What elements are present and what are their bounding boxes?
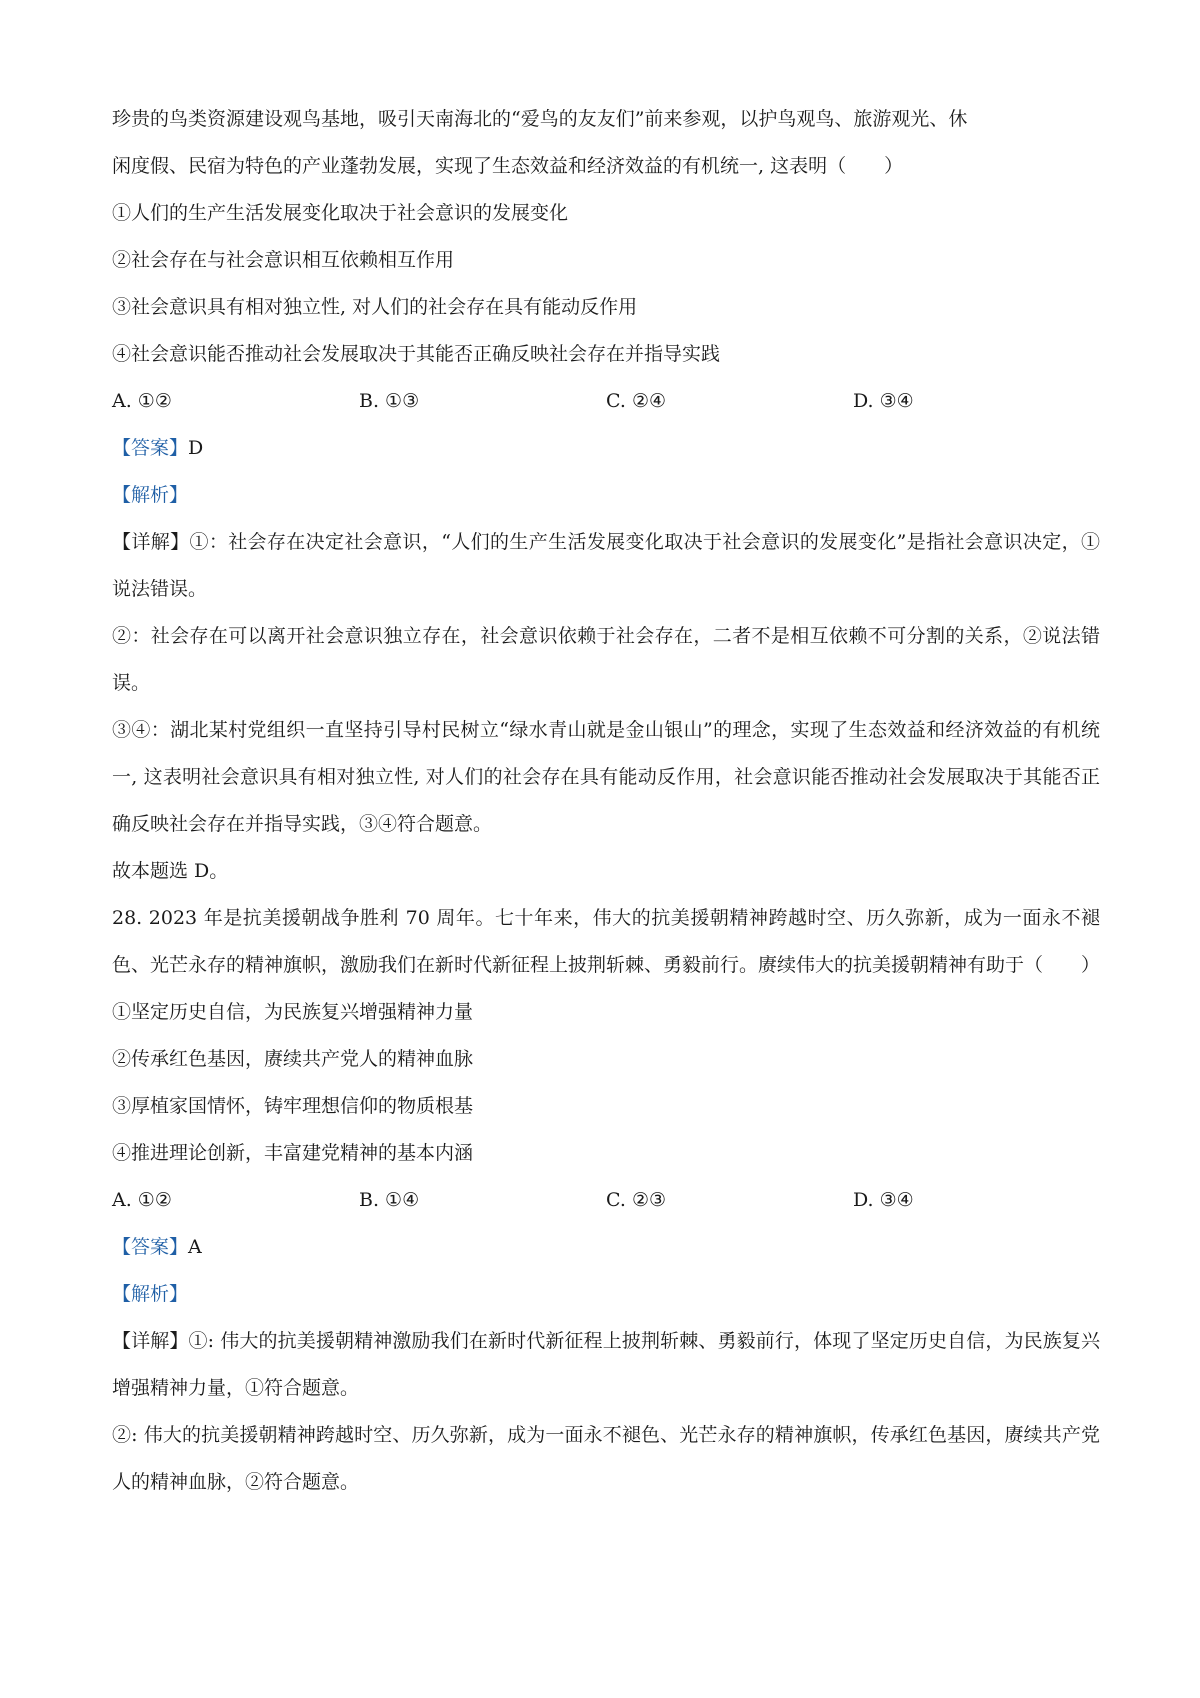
q27-item-3: ③社会意识具有相对独立性, 对人们的社会存在具有能动反作用 [112, 296, 638, 318]
q28-item-2: ②传承红色基因，赓续共产党人的精神血脉 [112, 1048, 474, 1070]
q27-answer [112, 425, 1100, 472]
q28-item-3: ③厚植家国情怀，铸牢理想信仰的物质根基 [112, 1095, 474, 1117]
q28-options [112, 1177, 1100, 1224]
q27-detail-3: ③④：湖北某村党组织一直坚持引导村民树立“绿水青山就是金山银山”的理念，实现了生态效益和经济效益的有机统一, 这表明社会意识具有相对独立性, 对人们的社会存在具有能动反作用，社会意识能否推动社会发展取决于其能否正确反映社会存在并指导实践，③④符合题意。 [112, 719, 1100, 835]
question-28 [112, 895, 1100, 1506]
q28-option-a: A. ①② [112, 1189, 172, 1211]
q27-option-a: A. ①② [112, 390, 172, 412]
q28-detail-2: ②: 伟大的抗美援朝精神跨越时空、历久弥新，成为一面永不褪色、光芒永存的精神旗帜，传承红色基因，赓续共产党人的精神血脉，②符合题意。 [112, 1424, 1100, 1493]
q27-detail-label: 【详解】 [112, 531, 190, 553]
q27-conclusion: 故本题选 D。 [112, 860, 229, 882]
q27-option-d: D. ③④ [853, 390, 914, 412]
q27-detail-1 [112, 519, 1100, 613]
q28-answer-label: 【答案】 [112, 1236, 189, 1258]
q28-detail-1-text: ①: 伟大的抗美援朝精神激励我们在新时代新征程上披荆斩棘、勇毅前行，体现了坚定历史自信，为民族复兴增强精神力量，①符合题意。 [112, 1330, 1100, 1399]
q27-stem-line-2: 闲度假、民宿为特色的产业蓬勃发展，实现了生态效益和经济效益的有机统一, 这表明（ ） [112, 155, 904, 177]
q27-item-4: ④社会意识能否推动社会发展取决于其能否正确反映社会存在并指导实践 [112, 343, 721, 365]
q27-detail-2: ②：社会存在可以离开社会意识独立存在，社会意识依赖于社会存在，二者不是相互依赖不可分割的关系，②说法错误。 [112, 625, 1100, 694]
q27-options [112, 378, 1100, 425]
q27-item-2: ②社会存在与社会意识相互依赖相互作用 [112, 249, 455, 271]
q28-answer [112, 1224, 1100, 1271]
q28-option-b: B. ①④ [359, 1189, 420, 1211]
page-content [112, 96, 1100, 1506]
q28-answer-value: A [188, 1236, 202, 1258]
q28-detail-1 [112, 1318, 1100, 1412]
q28-detail-label: 【详解】 [112, 1330, 189, 1352]
question-27 [112, 96, 1100, 895]
q28-item-1: ①坚定历史自信，为民族复兴增强精神力量 [112, 1001, 474, 1023]
q28-analysis-label: 【解析】 [112, 1283, 189, 1305]
q27-option-b: B. ①③ [359, 390, 420, 412]
q27-answer-label: 【答案】 [112, 437, 189, 459]
q27-option-c: C. ②④ [606, 390, 667, 412]
q28-stem: 28. 2023 年是抗美援朝战争胜利 70 周年。七十年来，伟大的抗美援朝精神跨越时空、历久弥新，成为一面永不褪色、光芒永存的精神旗帜，激励我们在新时代新征程上披荆斩棘、勇毅前行。赓续伟大的抗美援朝精神有助于（ ） [112, 907, 1101, 976]
q27-answer-value: D [188, 437, 204, 459]
q27-stem-line-1: 珍贵的鸟类资源建设观鸟基地，吸引天南海北的“爱鸟的友友们”前来参观，以护鸟观鸟、旅游观光、休 [112, 108, 968, 130]
q28-option-c: C. ②③ [606, 1189, 667, 1211]
q27-analysis-label: 【解析】 [112, 484, 189, 506]
q28-item-4: ④推进理论创新，丰富建党精神的基本内涵 [112, 1142, 474, 1164]
q27-detail-1-text: ①：社会存在决定社会意识，“人们的生产生活发展变化取决于社会意识的发展变化”是指社会意识决定，①说法错误。 [112, 531, 1100, 600]
q28-option-d: D. ③④ [853, 1189, 914, 1211]
q27-item-1: ①人们的生产生活发展变化取决于社会意识的发展变化 [112, 202, 569, 224]
